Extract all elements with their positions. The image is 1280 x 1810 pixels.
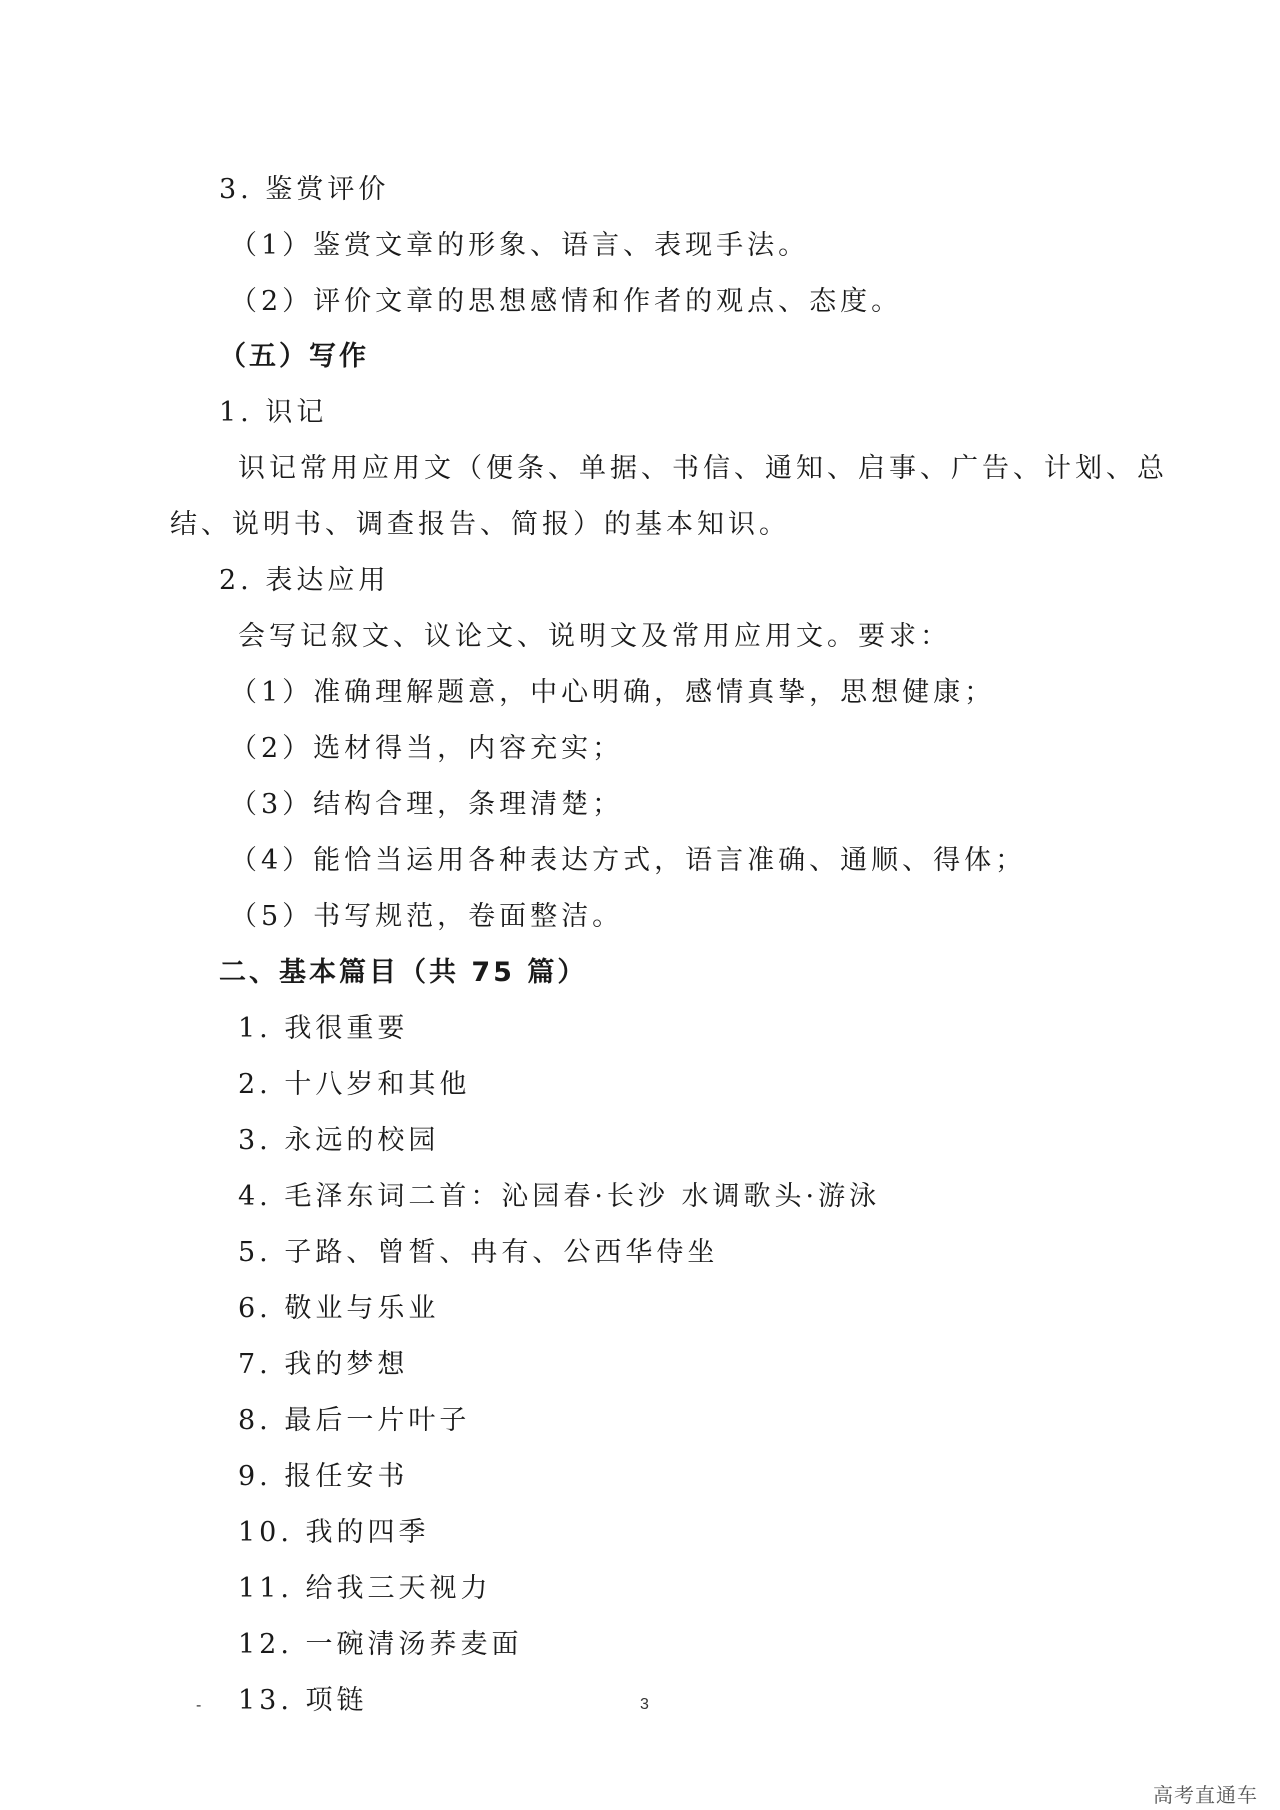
list-item: 11. 给我三天视力 bbox=[238, 1573, 492, 1604]
list-item: （5）书写规范，卷面整洁。 bbox=[230, 901, 624, 932]
subsection-heading: 2. 表达应用 bbox=[219, 565, 390, 596]
list-item: （2）选材得当，内容充实； bbox=[230, 733, 624, 764]
list-item: （3）结构合理，条理清楚； bbox=[230, 789, 624, 820]
list-item: 5. 子路、曾皙、冉有、公西华侍坐 bbox=[238, 1237, 719, 1268]
list-item: 9. 报任安书 bbox=[238, 1461, 409, 1492]
list-item: 12. 一碗清汤荞麦面 bbox=[238, 1629, 523, 1660]
section-heading: 二、基本篇目（共 75 篇） bbox=[219, 957, 588, 988]
page-number: 3 bbox=[640, 1696, 649, 1713]
list-item: 2. 十八岁和其他 bbox=[238, 1069, 471, 1100]
list-item: 8. 最后一片叶子 bbox=[238, 1405, 471, 1436]
footer-dash: - bbox=[196, 1697, 202, 1714]
watermark: 高考直通车 bbox=[1153, 1783, 1258, 1807]
paragraph-line: 会写记叙文、议论文、说明文及常用应用文。要求： bbox=[238, 621, 951, 652]
list-item: 3. 永远的校园 bbox=[238, 1125, 440, 1156]
list-item: 1. 我很重要 bbox=[238, 1013, 409, 1044]
subsection-heading: 1. 识记 bbox=[219, 397, 328, 428]
list-item: （1）准确理解题意，中心明确，感情真挚，思想健康； bbox=[230, 677, 996, 708]
paragraph-line: 识记常用应用文（便条、单据、书信、通知、启事、广告、计划、总 bbox=[238, 453, 1168, 484]
list-item: 13. 项链 bbox=[238, 1685, 368, 1716]
paragraph-line: 结、说明书、调查报告、简报）的基本知识。 bbox=[170, 509, 790, 540]
list-item: （1）鉴赏文章的形象、语言、表现手法。 bbox=[230, 230, 810, 261]
list-item: （2）评价文章的思想感情和作者的观点、态度。 bbox=[230, 286, 903, 317]
list-item: 7. 我的梦想 bbox=[238, 1349, 409, 1380]
section-heading: （五）写作 bbox=[219, 341, 369, 372]
list-item: （4）能恰当运用各种表达方式，语言准确、通顺、得体； bbox=[230, 845, 1027, 876]
list-item: 4. 毛泽东词二首：沁园春·长沙 水调歌头·游泳 bbox=[238, 1181, 881, 1212]
subsection-heading: 3. 鉴赏评价 bbox=[219, 174, 390, 205]
list-item: 10. 我的四季 bbox=[238, 1517, 430, 1548]
list-item: 6. 敬业与乐业 bbox=[238, 1293, 440, 1324]
